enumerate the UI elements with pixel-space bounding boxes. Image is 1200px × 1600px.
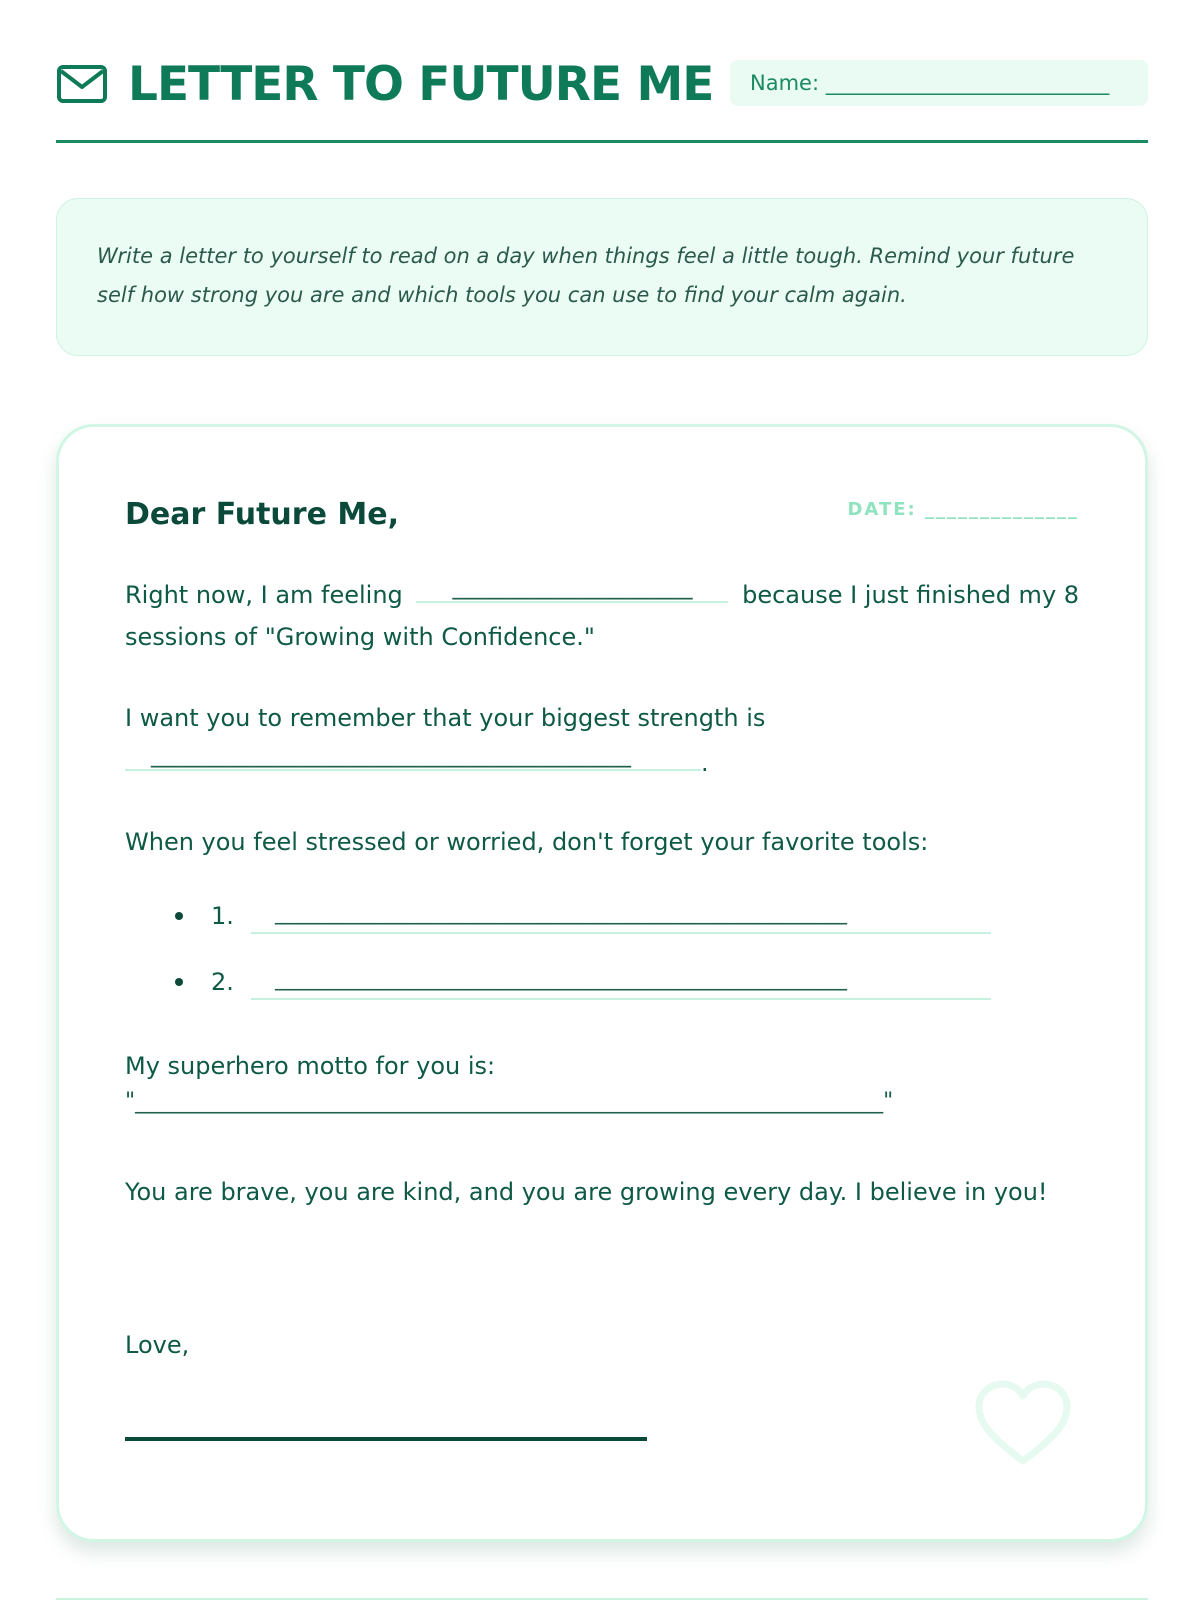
tool-1-blank[interactable]: ____________________________________________________ — [251, 898, 991, 934]
date-field[interactable]: DATE: ______________ — [847, 499, 1079, 520]
signature-line[interactable] — [125, 1437, 647, 1441]
instructions-text: Write a letter to yourself to read on a day when things feel a little tough. Remind your future self how strong you are and which tools you can use to find your calm again. — [97, 244, 1075, 307]
affirmation-text: You are brave, you are kind, and you are growing every day. I believe in you! — [125, 1178, 1048, 1206]
envelope-icon — [56, 62, 108, 106]
page-header — [56, 52, 1148, 116]
page-title: LETTER TO FUTURE ME — [128, 56, 714, 112]
feeling-suffix: because I just finished my 8 sessions of "Growing with Confidence." — [125, 581, 1080, 651]
tool-2-blank[interactable]: ____________________________________________________ — [251, 964, 991, 1000]
list-item — [175, 949, 991, 1015]
feeling-blank[interactable]: ____________________ — [416, 571, 728, 603]
closing-text: Love, — [125, 1331, 190, 1359]
list-item — [175, 883, 991, 949]
motto-blank[interactable]: "____________________________________________________________________" — [125, 1089, 894, 1114]
feeling-prefix: Right now, I am feeling — [125, 581, 403, 609]
feeling-paragraph — [125, 571, 1085, 658]
strength-end: . — [701, 749, 709, 777]
bullet-icon — [175, 978, 183, 986]
tools-intro: When you feel stressed or worried, don't forget your favorite tools: — [125, 828, 929, 856]
tool-number: 2. — [211, 968, 234, 996]
bullet-icon — [175, 912, 183, 920]
strength-blank[interactable]: ________________________________________ — [125, 739, 701, 771]
letter-card — [56, 424, 1148, 1542]
salutation: Dear Future Me, — [125, 497, 399, 532]
name-field[interactable]: Name: ___________________________ — [730, 60, 1148, 106]
strength-paragraph — [125, 697, 1085, 784]
motto-intro: My superhero motto for you is: — [125, 1052, 496, 1080]
tool-number: 1. — [211, 902, 234, 930]
heart-icon — [973, 1379, 1073, 1469]
header-divider — [56, 140, 1148, 143]
strength-text: I want you to remember that your biggest strength is — [125, 704, 766, 732]
instructions-box — [56, 198, 1148, 356]
tools-list — [175, 883, 991, 1015]
